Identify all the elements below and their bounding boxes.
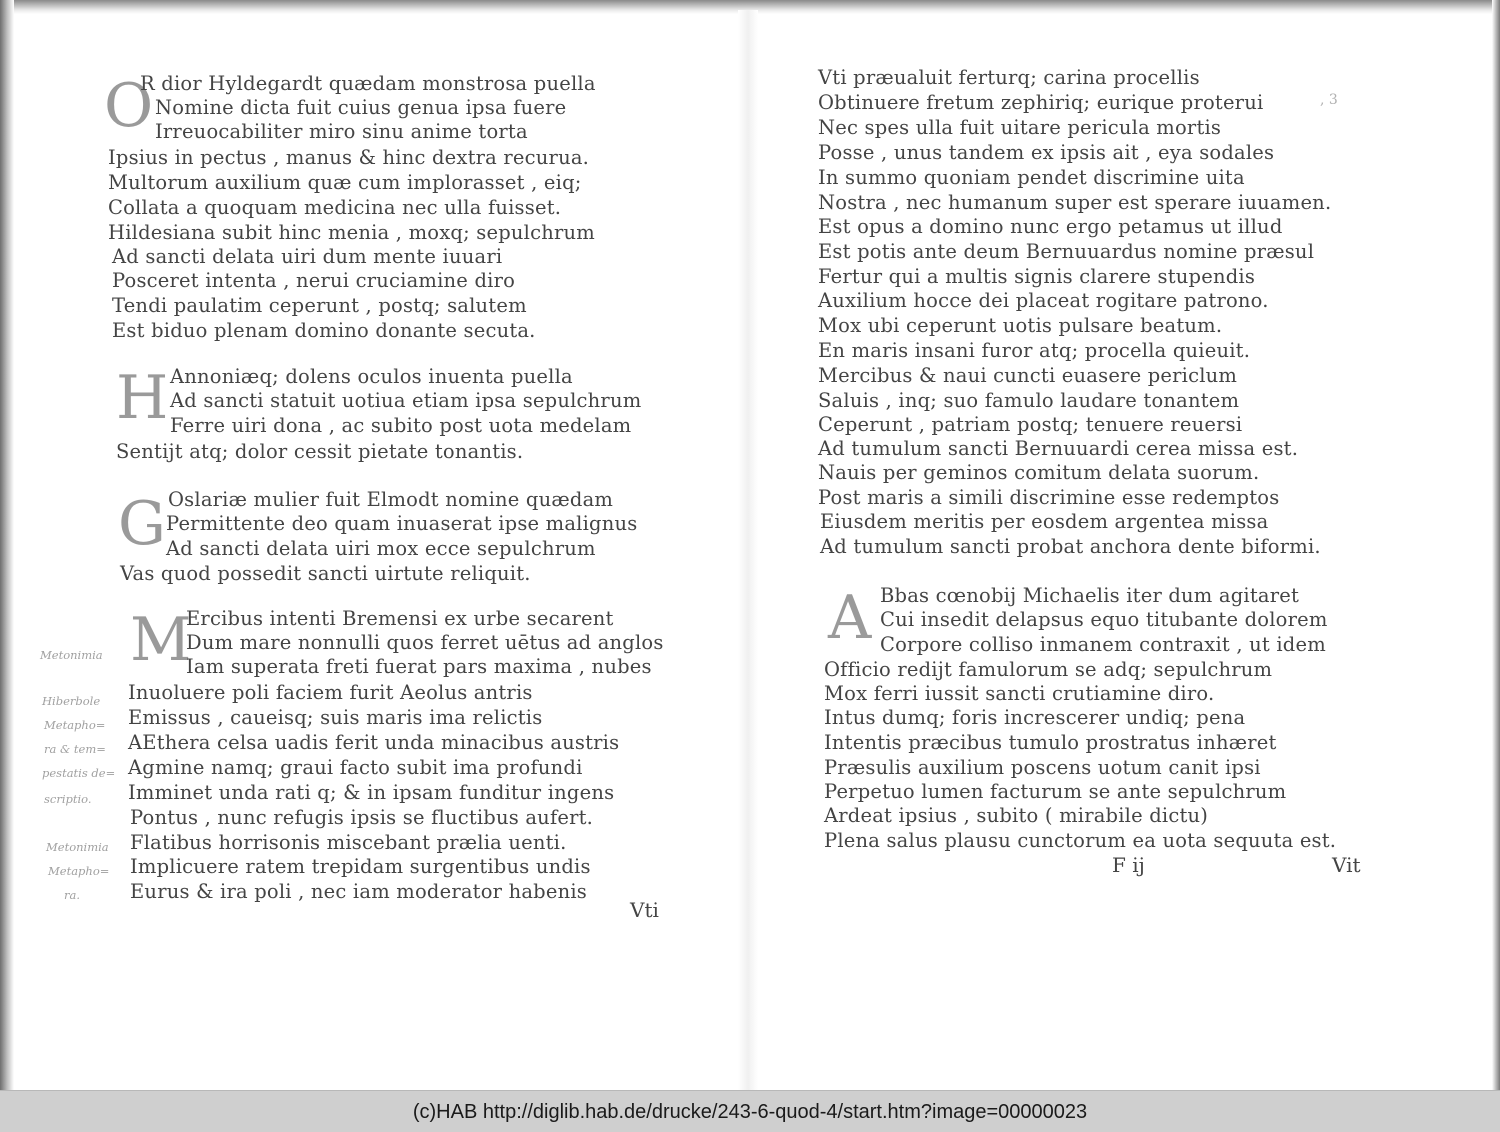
verse-line: Ceperunt , patriam postq; tenuere reuersi <box>818 413 1243 436</box>
dropcap-m: M <box>130 605 192 675</box>
verse-line: En maris insani furor atq; procella quieuit. <box>818 339 1251 362</box>
book-gutter <box>738 10 758 1090</box>
verse-line: Est biduo plenam domino donante secuta. <box>112 319 536 342</box>
verse-line: Agmine namq; graui facto subit ima profundi <box>128 756 583 779</box>
verse-line: Perpetuo lumen facturum se ante sepulchrum <box>824 780 1287 803</box>
verse-line: R dior Hyldegardt quædam monstrosa puella <box>140 72 596 95</box>
verse-line: Nomine dicta fuit cuius genua ipsa fuere <box>155 96 567 119</box>
verse-line: Irreuocabiliter miro sinu anime torta <box>155 120 528 143</box>
verse-line: Officio redijt famulorum se adq; sepulchrum <box>824 658 1273 681</box>
dropcap-o: O <box>104 71 154 141</box>
verse-line: Saluis , inq; suo famulo laudare tonantem <box>818 389 1240 412</box>
verse-line: Nostra , nec humanum super est sperare iuuamen. <box>818 191 1332 214</box>
footer-credit: (c)HAB http://diglib.hab.de/drucke/243-6-quod-4/start.htm?image=00000023 <box>412 1101 1088 1123</box>
verse-line: Posceret intenta , nerui cruciamine diro <box>112 269 516 292</box>
verse-line: Cui insedit delapsus equo titubante dolorem <box>880 608 1328 631</box>
verse-line: Vti præualuit ferturq; carina procellis <box>818 66 1200 89</box>
margin-note: Metonimia <box>40 648 103 662</box>
dropcap-h: H <box>116 363 169 433</box>
right-edge-shadow <box>1492 0 1500 1090</box>
verse-line: Est potis ante deum Bernuuardus nomine præsul <box>818 240 1315 263</box>
verse-line: Oslariæ mulier fuit Elmodt nomine quædam <box>168 488 614 511</box>
verse-line: Nec spes ulla fuit uitare pericula mortis <box>818 116 1222 139</box>
verse-line: Eurus & ira poli , nec iam moderator habenis <box>130 880 587 903</box>
corner-mark: , 3 <box>1320 92 1338 108</box>
verse-line: Præsulis auxilium poscens uotum canit ipsi <box>824 756 1261 779</box>
verse-line: Fertur qui a multis signis clarere stupendis <box>818 265 1256 288</box>
verse-line: Ercibus intenti Bremensi ex urbe secarent <box>186 607 614 630</box>
verse-line: Ad sancti delata uiri dum mente iuuari <box>112 245 503 268</box>
verse-line: Eiusdem meritis per eosdem argentea missa <box>820 510 1269 533</box>
verse-line: Implicuere ratem trepidam surgentibus undis <box>130 855 591 878</box>
catchword: Vti <box>630 898 659 922</box>
verse-line: Inuoluere poli faciem furit Aeolus antris <box>128 681 533 704</box>
verse-line: In summo quoniam pendet discrimine uita <box>818 166 1245 189</box>
signature-mark: F ij <box>1112 853 1145 877</box>
verse-line: Mercibus & naui cuncti euasere periclum <box>818 364 1238 387</box>
verse-line: AEthera celsa uadis ferit unda minacibus austris <box>128 731 620 754</box>
left-edge-shadow <box>0 0 14 1090</box>
verse-line: Flatibus horrisonis miscebant prælia uenti. <box>130 831 567 854</box>
verse-line: Intentis præcibus tumulo prostratus inhæret <box>824 731 1277 754</box>
verse-line: Corpore colliso inmanem contraxit , ut idem <box>880 633 1326 656</box>
verse-line: Intus dumq; foris increscerer undiq; pena <box>824 706 1246 729</box>
verse-line: Ardeat ipsius , subito ( mirabile dictu) <box>824 804 1209 827</box>
catchword: Vit <box>1332 853 1361 877</box>
margin-note: Hiberbole <box>42 694 101 708</box>
margin-note: scriptio. <box>44 792 92 806</box>
verse-line: Imminet unda rati q; & in ipsam funditur ingens <box>128 781 615 804</box>
verse-line: Hildesiana subit hinc menia , moxq; sepulchrum <box>108 221 595 244</box>
verse-line: Emissus , caueisq; suis maris ima relictis <box>128 706 543 729</box>
margin-note: pestatis de= <box>42 766 116 780</box>
margin-note: Metapho= <box>44 718 106 732</box>
verse-line: Permittente deo quam inuaserat ipse malignus <box>166 512 638 535</box>
margin-note: Metonimia <box>46 840 109 854</box>
verse-line: Sentijt atq; dolor cessit pietate tonantis. <box>116 440 524 463</box>
verse-line: Collata a quoquam medicina nec ulla fuisset. <box>108 196 562 219</box>
verse-line: Mox ferri iussit sancti crutiamine diro. <box>824 682 1215 705</box>
margin-note: ra. <box>64 888 81 902</box>
verse-line: Ad sancti statuit uotiua etiam ipsa sepulchrum <box>170 389 642 412</box>
verse-line: Annoniæq; dolens oculos inuenta puella <box>170 365 573 388</box>
verse-line: Ferre uiri dona , ac subito post uota medelam <box>170 414 632 437</box>
verse-line: Ad tumulum sancti Bernuuardi cerea missa est. <box>818 437 1299 460</box>
verse-line: Mox ubi ceperunt uotis pulsare beatum. <box>818 314 1223 337</box>
verse-line: Ad sancti delata uiri mox ecce sepulchrum <box>166 537 596 560</box>
verse-line: Post maris a simili discrimine esse redemptos <box>818 486 1280 509</box>
verse-line: Nauis per geminos comitum delata suorum. <box>818 461 1260 484</box>
verse-line: Plena salus plausu cunctorum ea uota sequuta est. <box>824 829 1337 852</box>
verse-line: Iam superata freti fuerat pars maxima , nubes <box>186 655 652 678</box>
verse-line: Auxilium hocce dei placeat rogitare patrono. <box>818 289 1269 312</box>
dropcap-g: G <box>118 489 166 559</box>
verse-line: Tendi paulatim ceperunt , postq; salutem <box>112 294 527 317</box>
verse-line: Pontus , nunc refugis ipsis se fluctibus aufert. <box>130 806 594 829</box>
dropcap-a: A <box>828 583 872 653</box>
verse-line: Ad tumulum sancti probat anchora dente biformi. <box>820 535 1321 558</box>
verse-line: Bbas cœnobij Michaelis iter dum agitaret <box>880 584 1300 607</box>
margin-note: ra & tem= <box>44 742 106 756</box>
verse-line: Vas quod possedit sancti uirtute reliquit. <box>120 562 531 585</box>
verse-line: Ipsius in pectus , manus & hinc dextra recurua. <box>108 146 590 169</box>
verse-line: Multorum auxilium quæ cum implorasset , eiq; <box>108 171 582 194</box>
verse-line: Obtinuere fretum zephiriq; eurique proterui <box>818 91 1264 114</box>
margin-note: Metapho= <box>48 864 110 878</box>
verse-line: Posse , unus tandem ex ipsis ait , eya sodales <box>818 141 1275 164</box>
verse-line: Est opus a domino nunc ergo petamus ut illud <box>818 215 1283 238</box>
verse-line: Dum mare nonnulli quos ferret uētus ad anglos <box>186 631 664 654</box>
